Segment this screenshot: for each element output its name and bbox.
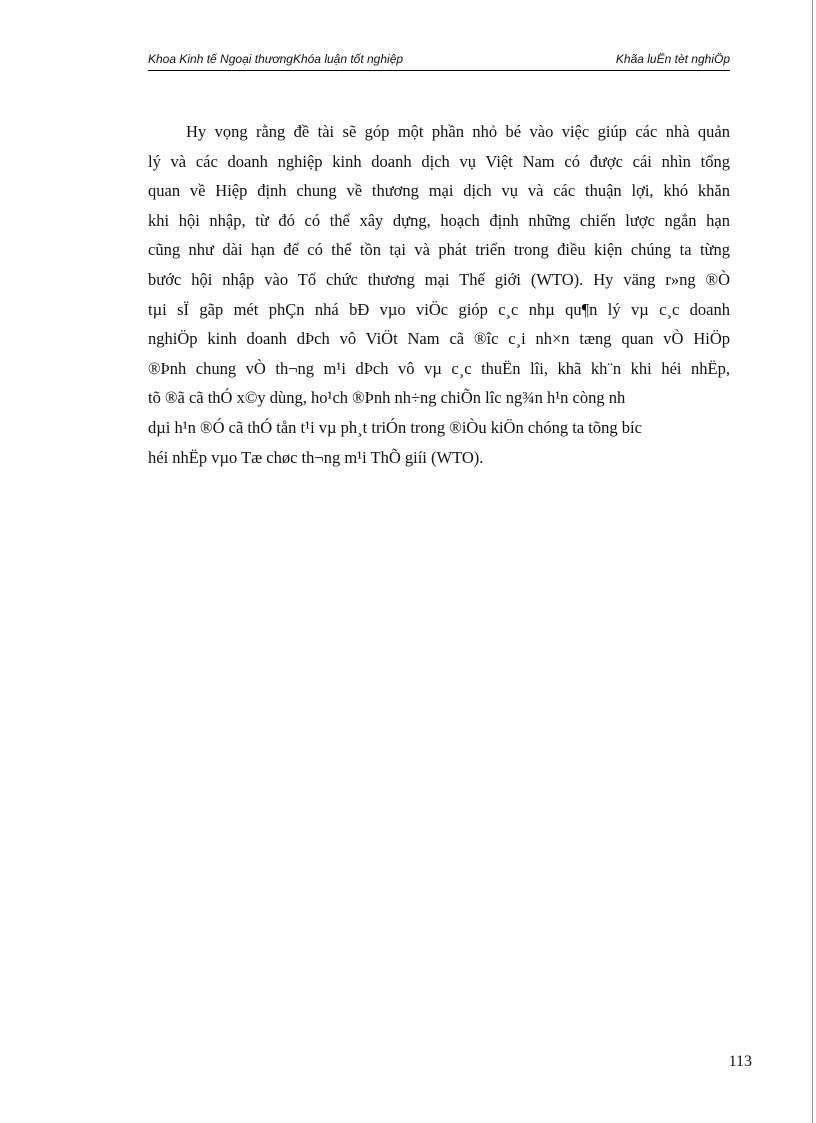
paragraph-line: tõ ®ã cã thÓ x©y dùng, ho¹ch ®Þnh nh÷ng chiÕn lîc ng¾n h¹n còng nh <box>148 388 626 408</box>
page-edge <box>812 0 813 1123</box>
paragraph-line: lý và các doanh nghiệp kinh doanh dịch vụ Việt Nam có được cái nhìn tổng <box>148 151 730 171</box>
paragraph-line: khi hội nhập, từ đó có thể xây dựng, hoạch định những chiến lược ngắn hạn <box>148 210 730 230</box>
paragraph-line: quan về Hiệp định chung về thương mại dịch vụ và các thuận lợi, khó khăn <box>148 181 730 201</box>
header-right-text: Khãa luËn tèt nghiÖp <box>615 52 730 66</box>
running-header <box>148 50 730 70</box>
paragraph-line: nghiÖp kinh doanh dÞch vô ViÖt Nam cã ®îc c¸i nh×n tæng quan vÒ HiÖp <box>148 329 730 349</box>
header-left-text: Khoa Kinh tế Ngoại thươngKhóa luận tốt nghiệp <box>148 52 404 66</box>
header-divider <box>148 70 730 71</box>
paragraph-line: héi nhËp vµo Tæ chøc th¬ng m¹i ThÕ giíi (WTO). <box>148 447 484 467</box>
paragraph-line: tµi sÏ gãp mét phÇn nhá bÐ vµo viÖc gióp c¸c nhµ qu¶n lý vµ c¸c doanh <box>148 299 730 319</box>
page-number: 113 <box>728 1053 752 1070</box>
paragraph-line: cũng như dài hạn để có thể tồn tại và phát triển trong điều kiện chúng ta từng <box>148 240 730 260</box>
paragraph-line: Hy vọng rằng đề tài sẽ góp một phần nhỏ bé vào việc giúp các nhà quản <box>186 122 730 141</box>
paragraph-line: bước hội nhập vào Tổ chức thương mại Thế giới (WTO). Hy väng r»ng ®Ò <box>148 269 730 289</box>
body-paragraph <box>148 117 730 472</box>
paragraph-line: ®Þnh chung vÒ th¬ng m¹i dÞch vô vµ c¸c thuËn lîi, khã kh¨n khi héi nhËp, <box>148 358 730 378</box>
paragraph-line: dµi h¹n ®Ó cã thÓ tån t¹i vµ ph¸t triÓn trong ®iÒu kiÖn chóng ta tõng bíc <box>148 417 642 437</box>
